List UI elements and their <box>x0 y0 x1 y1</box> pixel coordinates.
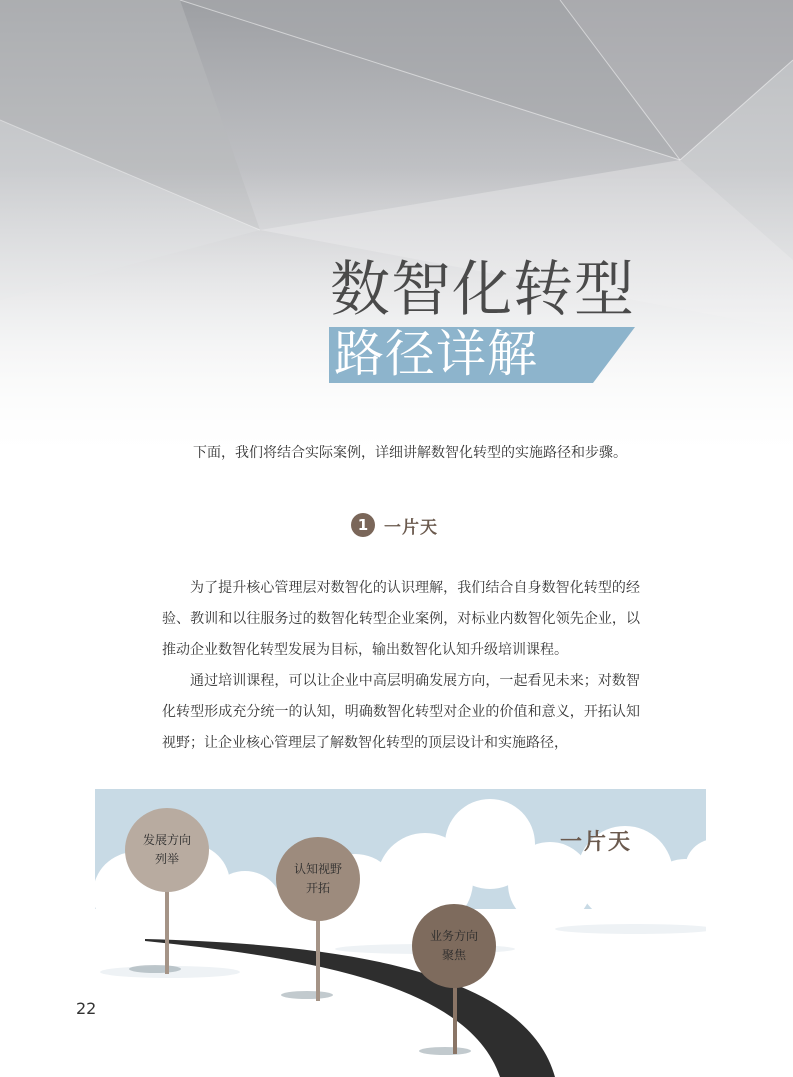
page-number: 22 <box>76 999 97 1018</box>
page-title: 数智化转型 <box>330 255 635 325</box>
bubble-label: 业务方向 <box>429 929 478 943</box>
header-background <box>0 0 793 480</box>
bubble-label: 聚焦 <box>441 948 466 962</box>
bubble-label: 发展方向 <box>142 833 191 847</box>
bubble-label: 列举 <box>154 852 179 866</box>
illustration <box>95 789 706 1077</box>
body-paragraph: 为了提升核心管理层对数智化的认识理解，我们结合自身数智化转型的经验、教训和以往服务过的数智化转型企业案例，对标业内数智化领先企业，以推动企业数智化转型发展为目标，输出数智化认知升级培训课程。 <box>162 580 640 658</box>
bubble-label: 认知视野 <box>293 862 342 876</box>
intro-text: 下面，我们将结合实际案例，详细讲解数智化转型的实施路径和步骤。 <box>193 445 627 461</box>
section-number-badge: 1 <box>351 513 375 537</box>
bubble-label: 开拓 <box>305 881 330 895</box>
pin-bubble-cognitive-vision <box>276 837 360 921</box>
pin-bubble-business-direction <box>412 904 496 988</box>
body-text <box>162 573 640 759</box>
pin-bubble-development-direction <box>125 808 209 892</box>
page-subtitle: 路径详解 <box>334 325 538 383</box>
section-title: 一片天 <box>384 517 438 538</box>
body-paragraph: 通过培训课程，可以让企业中高层明确发展方向，一起看见未来；对数智化转型形成充分统一的认知，明确数智化转型对企业的价值和意义，开拓认知视野；让企业核心管理层了解数智化转型的顶层设计和实施路径， <box>162 673 640 751</box>
illustration-title: 一片天 <box>560 830 633 855</box>
section-heading <box>351 512 438 538</box>
